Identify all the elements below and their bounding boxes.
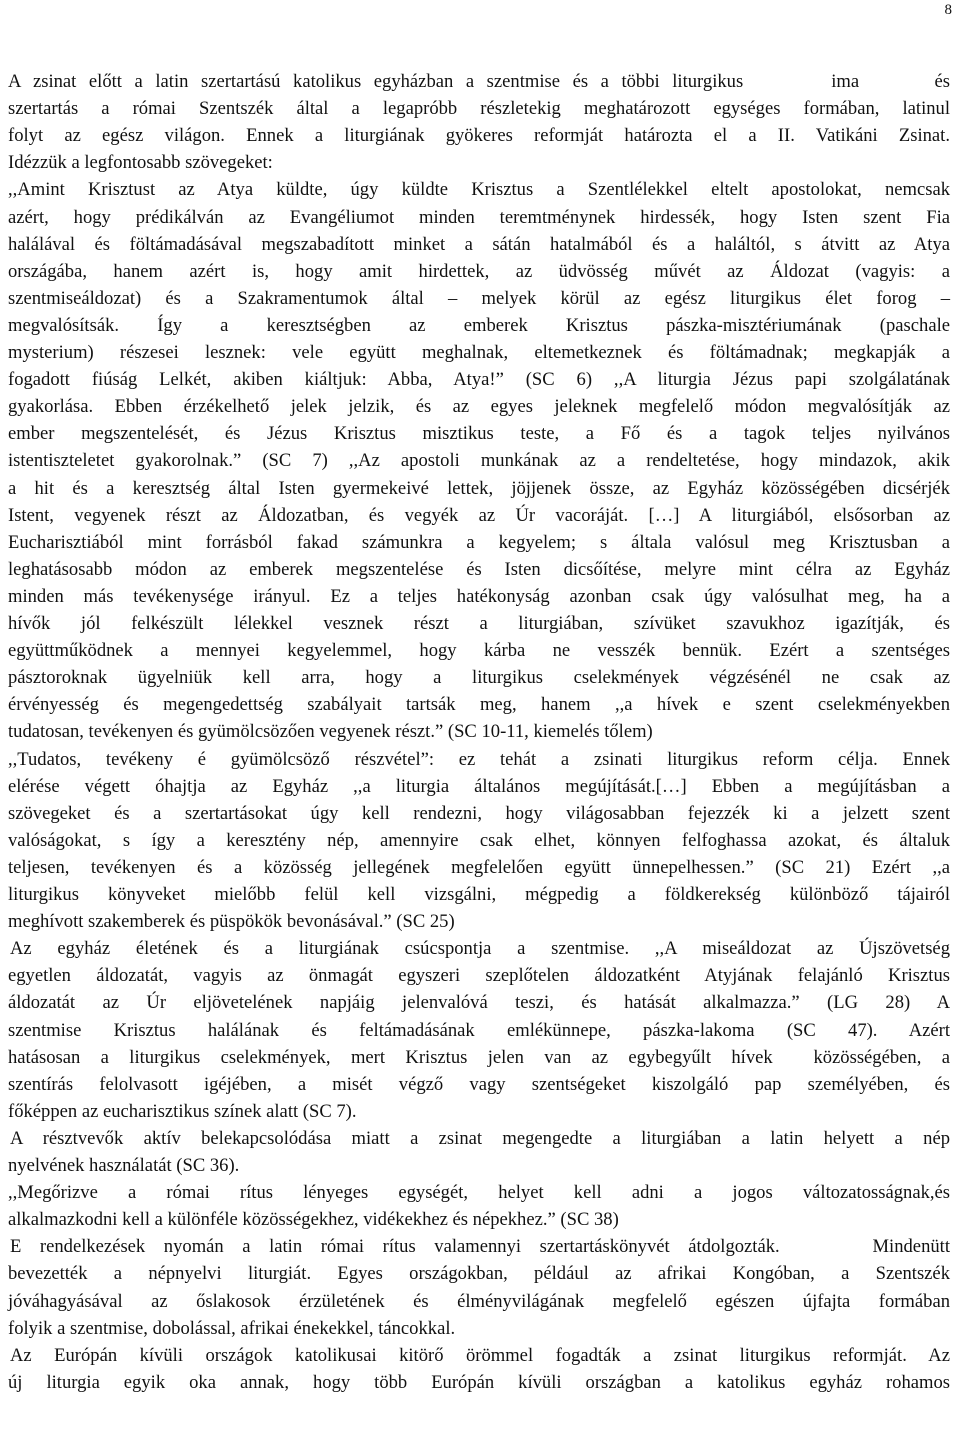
text-line: jóváhagyásával az őslakosok érzületének és élményvilágának megfelelő egészen újfajta formában — [8, 1290, 950, 1312]
text-line: folyt az egész világon. Ennek a liturgiának gyökeres reformját határozta el a II. Vatikáni Zsinat. — [8, 125, 950, 147]
text-line: hívők jól felkészült lélekkel vesznek részt a liturgiában, szívüket szavukhoz igazítják, és — [8, 613, 950, 634]
text-line: Eucharisztiából mint forrásból fakad számunkra a kegyelem; s általa valósul meg Krisztusban a — [8, 531, 950, 553]
text-line: minden más tevékenysége irányul. Ez a teljes hatékonyság azonban csak úgy valósulhat meg, ha a — [8, 585, 950, 607]
text-line: tudatosan, tevékenyen és gyümölcsözően vegyenek részt.” (SC 10-11, kiemelés tőlem) — [8, 721, 653, 743]
text-line: érvényesség és megengedettség szabályait tartsák meg, hanem ,,a hívek e szent cselekményekben — [8, 694, 950, 716]
text-line: nyelvének használatát (SC 36). — [8, 1155, 240, 1176]
text-line: bevezették a népnyelvi liturgiát. Egyes országokban, például az afrikai Kongóban, a Szentszék — [8, 1263, 950, 1285]
text-line: gyakorlása. Ebben érzékelhető jelek jelzik, és az egyes jeleknek megfelelő módon megvalósítják az — [8, 396, 950, 418]
text-line: alkalmazkodni kell a különféle közösségekhez, vidékekhez és népekhez.” (SC 38) — [8, 1209, 619, 1231]
text-line: azért, hogy prédikálván az Evangéliumot minden teremtménynek hirdessék, hogy Isten szent Fia — [8, 206, 950, 228]
text-line: leghatásosabb módon az emberek megszentelése és Isten dicsőítése, melyre mint célra az Egyház — [8, 558, 950, 580]
text-line: egyetlen áldozatát, vagyis az önmagát egyszeri szeplőtelen áldozatként Atyjának felajánló Krisztus — [8, 965, 950, 987]
text-line: Idézzük a legfontosabb szövegeket: — [8, 152, 273, 174]
text-line: hatásosan a liturgikus cselekmények, mert Krisztus jelen van az egybegyűlt hívek közösségében, a — [8, 1046, 950, 1068]
text-line: liturgikus könyveket mielőbb felül kell vizsgálni, mégpedig a földkerekség különböző tájairól — [8, 884, 950, 905]
text-line: szentmise Krisztus halálának és feltámadásának emlékünnepe, pászka-lakoma (SC 47). Azért — [8, 1019, 950, 1041]
text-line: E rendelkezések nyomán a latin római rítus valamennyi szertartáskönyvét átdolgozták. Mindenütt — [10, 1236, 950, 1258]
text-line: szövegeket és a szertartásokat úgy kell rendezni, hogy világosabban fejezzék ki a jelzett szent — [8, 802, 950, 824]
text-line: valóságokat, s így a keresztény nép, amennyire csak elhet, könnyen felfoghassa azokat, és általuk — [8, 829, 950, 851]
text-line: új liturgia egyik oka annak, hogy több Európán kívüli országban a katolikus egyház rohamos — [8, 1371, 950, 1393]
text-line: szentmiseáldozat) és a Szakramentumok által – melyek körül az egész liturgikus élet forog – — [8, 287, 950, 309]
text-line: folyik a szentmise, dobolással, afrikai énekekkel, táncokkal. — [8, 1317, 456, 1339]
page-number: 8 — [944, 2, 952, 18]
text-line: halálával és föltámadásával megszabadított minket a sátán hatalmából és a haláltól, s átvitt az Atya — [8, 233, 950, 255]
text-line: pásztoroknak ügyelniük kell arra, hogy a liturgikus cselekmények végzésénél ne csak az — [8, 667, 950, 689]
text-line: Az Európán kívüli országok katolikusai kitörő örömmel fogadták a zsinat liturgikus reformját. Az — [10, 1344, 950, 1366]
text-line: együttműködnek a mennyei kegyelemmel, hogy kárba ne vesszék bennük. Ezért a szentséges — [8, 640, 950, 662]
text-line: ,,Megőrizve a római rítus lényeges egységét, helyet kell adni a jogos változatosságnak,és — [8, 1182, 950, 1204]
text-line: szentírás felolvasott igéjében, a misét végző vagy szentségeket kiszolgáló pap személyében, és — [8, 1073, 950, 1095]
text-line: országába, hanem azért is, hogy amit hirdettek, az üdvösség művét az Áldozat (vagyis: a — [8, 260, 950, 282]
text-line: elérése végett óhajtja az Egyház ,,a liturgia általános megújítását.[…] Ebben a megújításban a — [8, 775, 950, 797]
text-line: áldozatát az Úr eljövetelének napjáig jelenvalóvá teszi, és hatását alkalmazza.” (LG 28) A — [8, 992, 950, 1014]
text-line: teljesen, tevékenyen és a közösség jellegének megfelelően együtt ünnepelhessen.” (SC 21) Ezért ,,a — [8, 856, 950, 878]
text-line: ,,Amint Krisztust az Atya küldte, úgy küldte Krisztus a Szentlélekkel eltelt apostolokat, nemcsak — [8, 179, 950, 201]
text-line: szertartás a római Szentszék által a legapróbb részletekig meghatározott egységes formában, latinul — [8, 98, 950, 120]
text-line: meghívott szakemberek és püspökök bevonásával.” (SC 25) — [8, 911, 455, 933]
text-line: fogadott fiúság Lelkét, akiben kiáltjuk: Abba, Atya!” (SC 6) ,,A liturgia Jézus papi szolgálatának — [8, 369, 950, 391]
text-line: Az egyház életének és a liturgiának csúcspontja a szentmise. ,,A miseáldozat az Újszövetség — [10, 938, 950, 960]
text-line: mysterium) részesei lesznek: vele együtt meghalnak, eltemetkeznek és föltámadnak; megkapják a — [8, 342, 950, 363]
text-line: megvalósítsák. Így a keresztségben az emberek Krisztus pászka-misztériumának (paschale — [8, 314, 950, 336]
text-line: főképpen az eucharisztikus színek alatt (SC 7). — [8, 1100, 357, 1122]
text-line: Istent, vegyenek részt az Áldozatban, és vegyék az Úr vacoráját. […] A liturgiából, elsősorban az — [8, 504, 950, 526]
text-line: ember megszentelését, és Jézus Krisztus misztikus teste, a Fő és a tagok teljes nyilvános — [8, 423, 950, 445]
text-line: A résztvevők aktív belekapcsolódása miatt a zsinat megengedte a liturgiában a latin helyett a nép — [10, 1127, 950, 1149]
text-line: a hit és a keresztség által Isten gyermekeivé lettek, jöjjenek össze, az Egyház közösségében dicsérjék — [8, 477, 950, 499]
text-line: ,,Tudatos, tevékeny é gyümölcsöző részvétel”: ez tehát a zsinati liturgikus reform célja. Ennek — [8, 748, 950, 770]
text-line: istentiszteletet gyakorolnak.” (SC 7) ,,Az apostoli munkának az a rendeltetése, hogy mindazok, akik — [8, 450, 950, 472]
text-line: A zsinat előtt a latin szertartású katolikus egyházban a szentmise és a többi liturgikus ima és — [8, 71, 950, 92]
